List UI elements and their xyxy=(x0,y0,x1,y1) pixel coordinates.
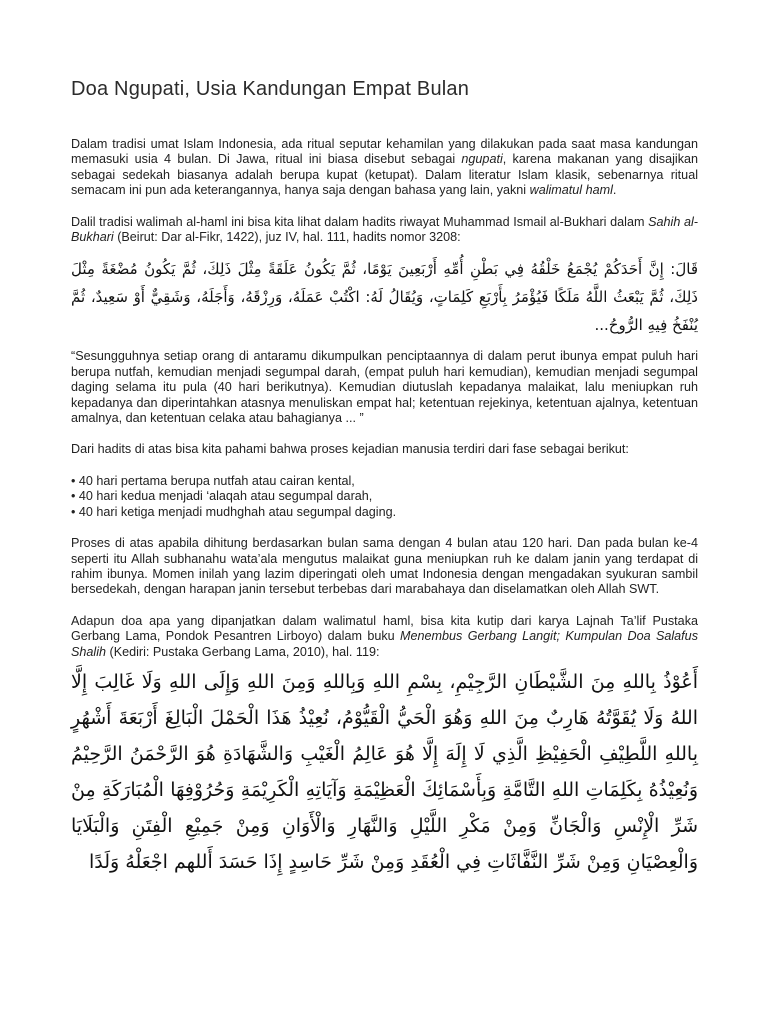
page-title: Doa Ngupati, Usia Kandungan Empat Bulan xyxy=(71,78,470,100)
list-item: • 40 hari pertama berupa nutfah atau cairan kental, xyxy=(71,473,355,488)
italic-term: walimatul haml xyxy=(529,183,613,198)
text-run: . xyxy=(612,183,617,198)
italic-term: ngupati xyxy=(461,152,503,167)
hadith-arabic-text: قَالَ: إِنَّ أَحَدَكُمْ يُجْمَعُ خَلْقُهُ فِي بَطْنِ أُمِّهِ أَرْبَعِينَ يَوْمًا، ثُمَّ يَكُونُ عَلَقَةً مِثْلَ ذَلِكَ، ثُمَّ يَكُونُ مُضْغَةً مِثْلَ ذَلِكَ، ثُمَّ يَبْعَثُ اللَّهُ مَلَكًا فَيُؤْمَرُ بِأَرْبَعِ كَلِمَاتٍ، وَيُقَالُ لَهُ: اكْتُبْ عَمَلَهُ، وَرِزْقَهُ، وَأَجَلَهُ، وَشَقِيٌّ أَوْ سَعِيدٌ، ثُمَّ يُنْفَخُ فِيهِ الرُّوحُ... xyxy=(71,260,698,335)
doa-arabic-text: أَعُوْذُ بِاللهِ مِنَ الشَّيْطَانِ الرَّجِيْمِ، بِسْمِ اللهِ وَبِاللهِ وَمِنَ اللهِ وَإِلَى اللهِ وَلَا غَالِبَ إِلَّا اللهُ وَلَا يُقَوَّتُهُ هَارِبٌ مِنَ اللهِ وَهُوَ الْحَيُّ الْقَيُّوْمُ، نُعِيْذُ هَذَا الْحَمْلَ الْبَالِغَ أَرْبَعَةَ أَشْهُرٍ بِاللهِ اللَّطِيْفِ الْحَفِيْظِ الَّذِي لَا إِلَهَ إِلَّا هُوَ عَالِمُ الْغَيْبِ وَالشَّهَادَةِ هُوَ الرَّحْمَنُ الرَّحِيْمُ وَنُعِيْذُهُ بِكَلِمَاتِ اللهِ التَّامَّةِ وَبِأَسْمَائِكَ الْعَظِيْمَةِ وَآيَاتِهِ الْكَرِيْمَةِ وَحُرُوْفِهَا الْمُبَارَكَةِ مِنْ شَرِّ الْإِنْسِ وَالْجَانِّ وَمِنْ مَكْرِ اللَّيْلِ وَالنَّهَارِ وَالْأَوَانِ وَمِنْ جَمِيْعِ الْفِتَنِ وَالْبَلَايَا وَالْعِصْيَانِ وَمِنْ شَرِّ النَّفَّاثَاتِ فِي الْعُقَدِ وَمِنْ شَرِّ حَاسِدٍ إِذَا حَسَدَ أَللهم اجْعَلْهُ وَلَدًا xyxy=(71,670,698,873)
text-run: , karena makanan yang disajikan sebagai sedekah biasanya adalah berupa kupat (ketupat). Dalam literatur Islam klasik, sebenarnya ritual semacam ini pun ada keterangannya, hanya saja dengan bahasa yang lain, yakni xyxy=(71,152,698,198)
text-run: (Kediri: Pustaka Gerbang Lama, 2010), hal. 119: xyxy=(106,644,380,659)
hadith-translation: “Sesungguhnya setiap orang di antaramu dikumpulkan penciptaannya di dalam perut ibunya empat puluh hari berupa nutfah, kemudian menjadi segumpal darah, (empat puluh hari kemudian), kemudian menjadi segumpal daging selama itu pula (40 hari berikutnya). Kemudian diutuslah kepadanya malaikat, lalu meniupkan ruh kepadanya dan diperintahkan atasnya menuliskan empat hal; ketentuan rejekinya, ketentuan ajalnya, ketentuan amalnya, dan ketentuan celaka atau bahagianya ... ” xyxy=(71,349,698,426)
text-run: Dalam tradisi umat Islam Indonesia, ada ritual seputar kehamilan yang dilakukan pada saat masa kandungan memasuki usia 4 bulan. Di Jawa, ritual ini biasa disebut sebagai xyxy=(71,137,698,167)
article-body xyxy=(71,137,698,880)
intro-paragraph xyxy=(71,137,698,199)
book-title: Menembus Gerbang Langit; Kumpulan Doa Salafus Shalih xyxy=(71,629,698,659)
list-item: • 40 hari ketiga menjadi mudhghah atau segumpal daging. xyxy=(71,504,397,519)
text-run: Adapun doa apa yang dipanjatkan dalam walimatul haml, bisa kita kutip dari karya Lajnah Ta’lif Pustaka Gerbang Lama, Pondok Pesantren Lirboyo) dalam buku xyxy=(71,613,698,644)
text-run: Dalil tradisi walimah al-haml ini bisa kita lihat dalam hadits riwayat Muhammad Ismail al-Bukhari dalam xyxy=(71,214,649,229)
phases-list xyxy=(71,474,698,520)
doa-source-paragraph xyxy=(71,614,698,660)
text-run: (Beirut: Dar al-Fikr, 1422), juz IV, hal. 111, hadits nomor 3208: xyxy=(113,230,461,245)
phases-intro: Dari hadits di atas bisa kita pahami bahwa proses kejadian manusia terdiri dari fase sebagai berikut: xyxy=(71,442,629,457)
dalil-paragraph xyxy=(71,215,698,246)
list-item: • 40 hari kedua menjadi ‘alaqah atau segumpal darah, xyxy=(71,489,373,504)
process-paragraph: Proses di atas apabila dihitung berdasarkan bulan sama dengan 4 bulan atau 120 hari. Dan pada bulan ke-4 seperti itu Allah subhanahu wata’ala mengutus malaikat guna meniupkan ruh ke dalam janin yang terdapat di rahim ibunya. Momen inilah yang lazim diperingati oleh umat Indonesia dengan mengadakan syukuran sambil bersedekah, dengan harapan janin tersebut terbebas dari marabahaya dan diselamatkan oleh Allah SWT. xyxy=(71,536,698,597)
book-title: Sahih al-Bukhari xyxy=(71,214,698,245)
